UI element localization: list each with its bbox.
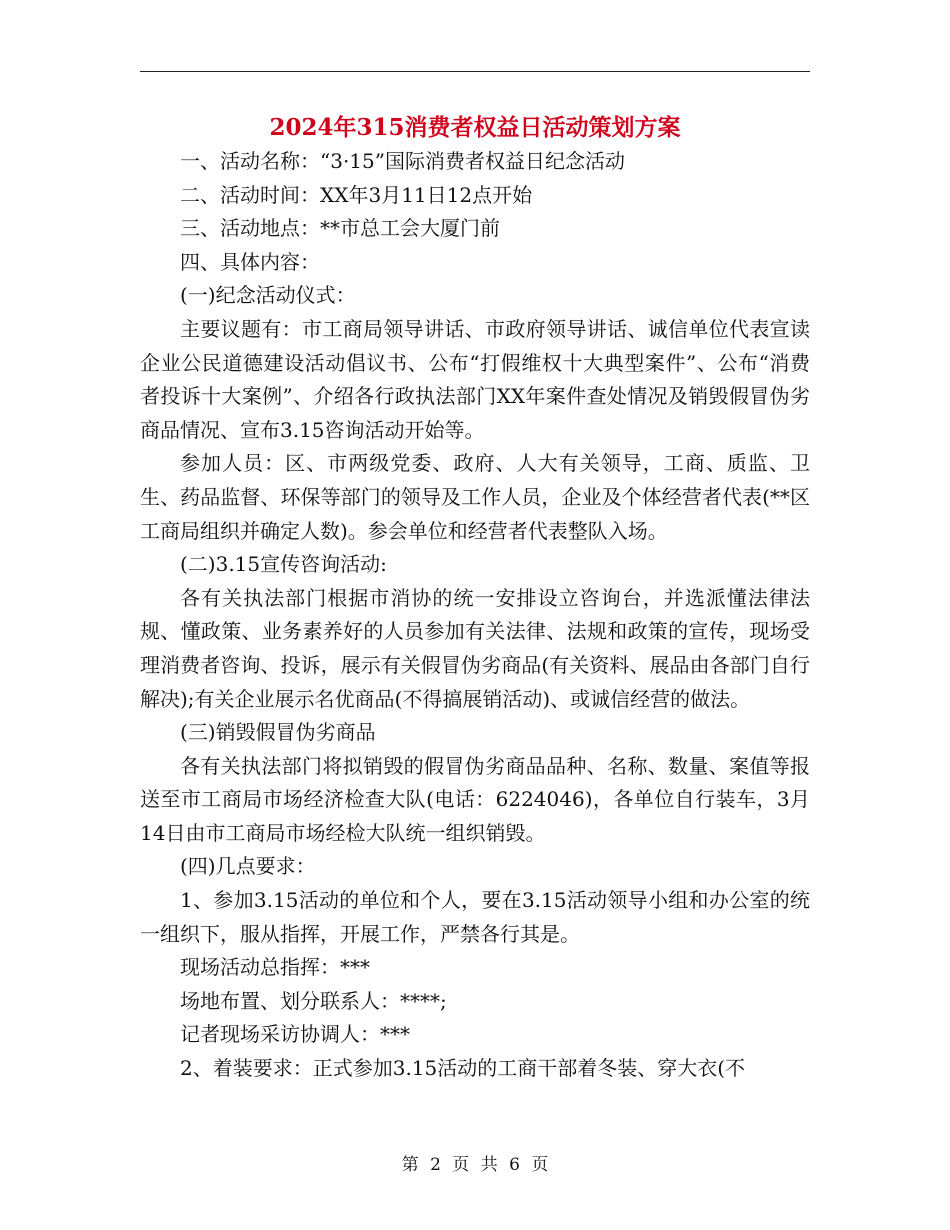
paragraph-activity-name: 一、活动名称：“3·15”国际消费者权益日纪念活动 [180,149,625,173]
paragraph-participants: 参加人员：区、市两级党委、政府、人大有关领导，工商、质监、卫生、药品监督、环保等部门的领导及工作人员，企业及个体经营者代表(**区工商局组织并确定人数)。参会单位和经营者代表整队入场。 [140,451,810,543]
paragraph-section-2-heading: (二)3.15宣传咨询活动: [180,552,387,577]
paragraph-requirement-1: 1、参加3.15活动的单位和个人，要在3.15活动领导小组和办公室的统一组织下，服从指挥，开展工作，严禁各行其是。 [140,888,810,946]
footer-suffix: 页 [531,1155,549,1175]
paragraph-commander: 现场活动总指挥：*** [180,955,370,980]
paragraph-activity-location: 三、活动地点：**市总工会大厦门前 [180,216,500,241]
paragraph-activity-time: 二、活动时间：XX年3月11日12点开始 [180,182,533,207]
document-body [140,145,810,1086]
paragraph-content-heading: 四、具体内容： [180,249,320,274]
paragraph-main-agenda: 主要议题有：市工商局领导讲话、市政府领导讲话、诚信单位代表宣读企业公民道德建设活动倡议书、公布“打假维权十大典型案件”、公布“消费者投诉十大案例”、介绍各行政执法部门XX年案件查处情况及销毁假冒伪劣商品情况、宣布3.15咨询活动开始等。 [140,316,810,442]
paragraph-section-1-heading: (一)纪念活动仪式： [180,283,356,308]
paragraph-section-3-heading: (三)销毁假冒伪劣商品 [180,720,376,745]
footer-prefix: 第 [401,1155,419,1175]
paragraph-section-4-heading: (四)几点要求： [180,854,316,879]
footer-page-label: 页 [452,1155,470,1175]
footer-total-pages: 6 [509,1155,520,1175]
footer-page-number: 2 [430,1155,441,1175]
paragraph-consulting: 各有关执法部门根据市消协的统一安排设立咨询台，并选派懂法律法规、懂政策、业务素养好的人员参加有关法律、法规和政策的宣传，现场受理消费者咨询、投诉，展示有关假冒伪劣商品(有关资料、展品由各部门自行解决);有关企业展示名优商品(不得搞展销活动)、或诚信经营的做法。 [140,585,810,711]
paragraph-press-coordinator: 记者现场采访协调人：*** [180,1022,410,1047]
paragraph-site-contact: 场地布置、划分联系人：****; [180,988,447,1013]
header-rule [140,71,810,72]
paragraph-requirement-2: 2、着装要求：正式参加3.15活动的工商干部着冬装、穿大衣(不 [180,1056,746,1081]
paragraph-destruction: 各有关执法部门将拟销毁的假冒伪劣商品品种、名称、数量、案值等报送至市工商局市场经济检查大队(电话：6224046)，各单位自行装车，3月14日由市工商局市场经检大队统一组织销毁。 [140,753,810,845]
document-title: 2024年315消费者权益日活动策划方案 [269,114,681,141]
page-footer [140,1150,810,1180]
footer-total-label: 共 [480,1155,498,1175]
